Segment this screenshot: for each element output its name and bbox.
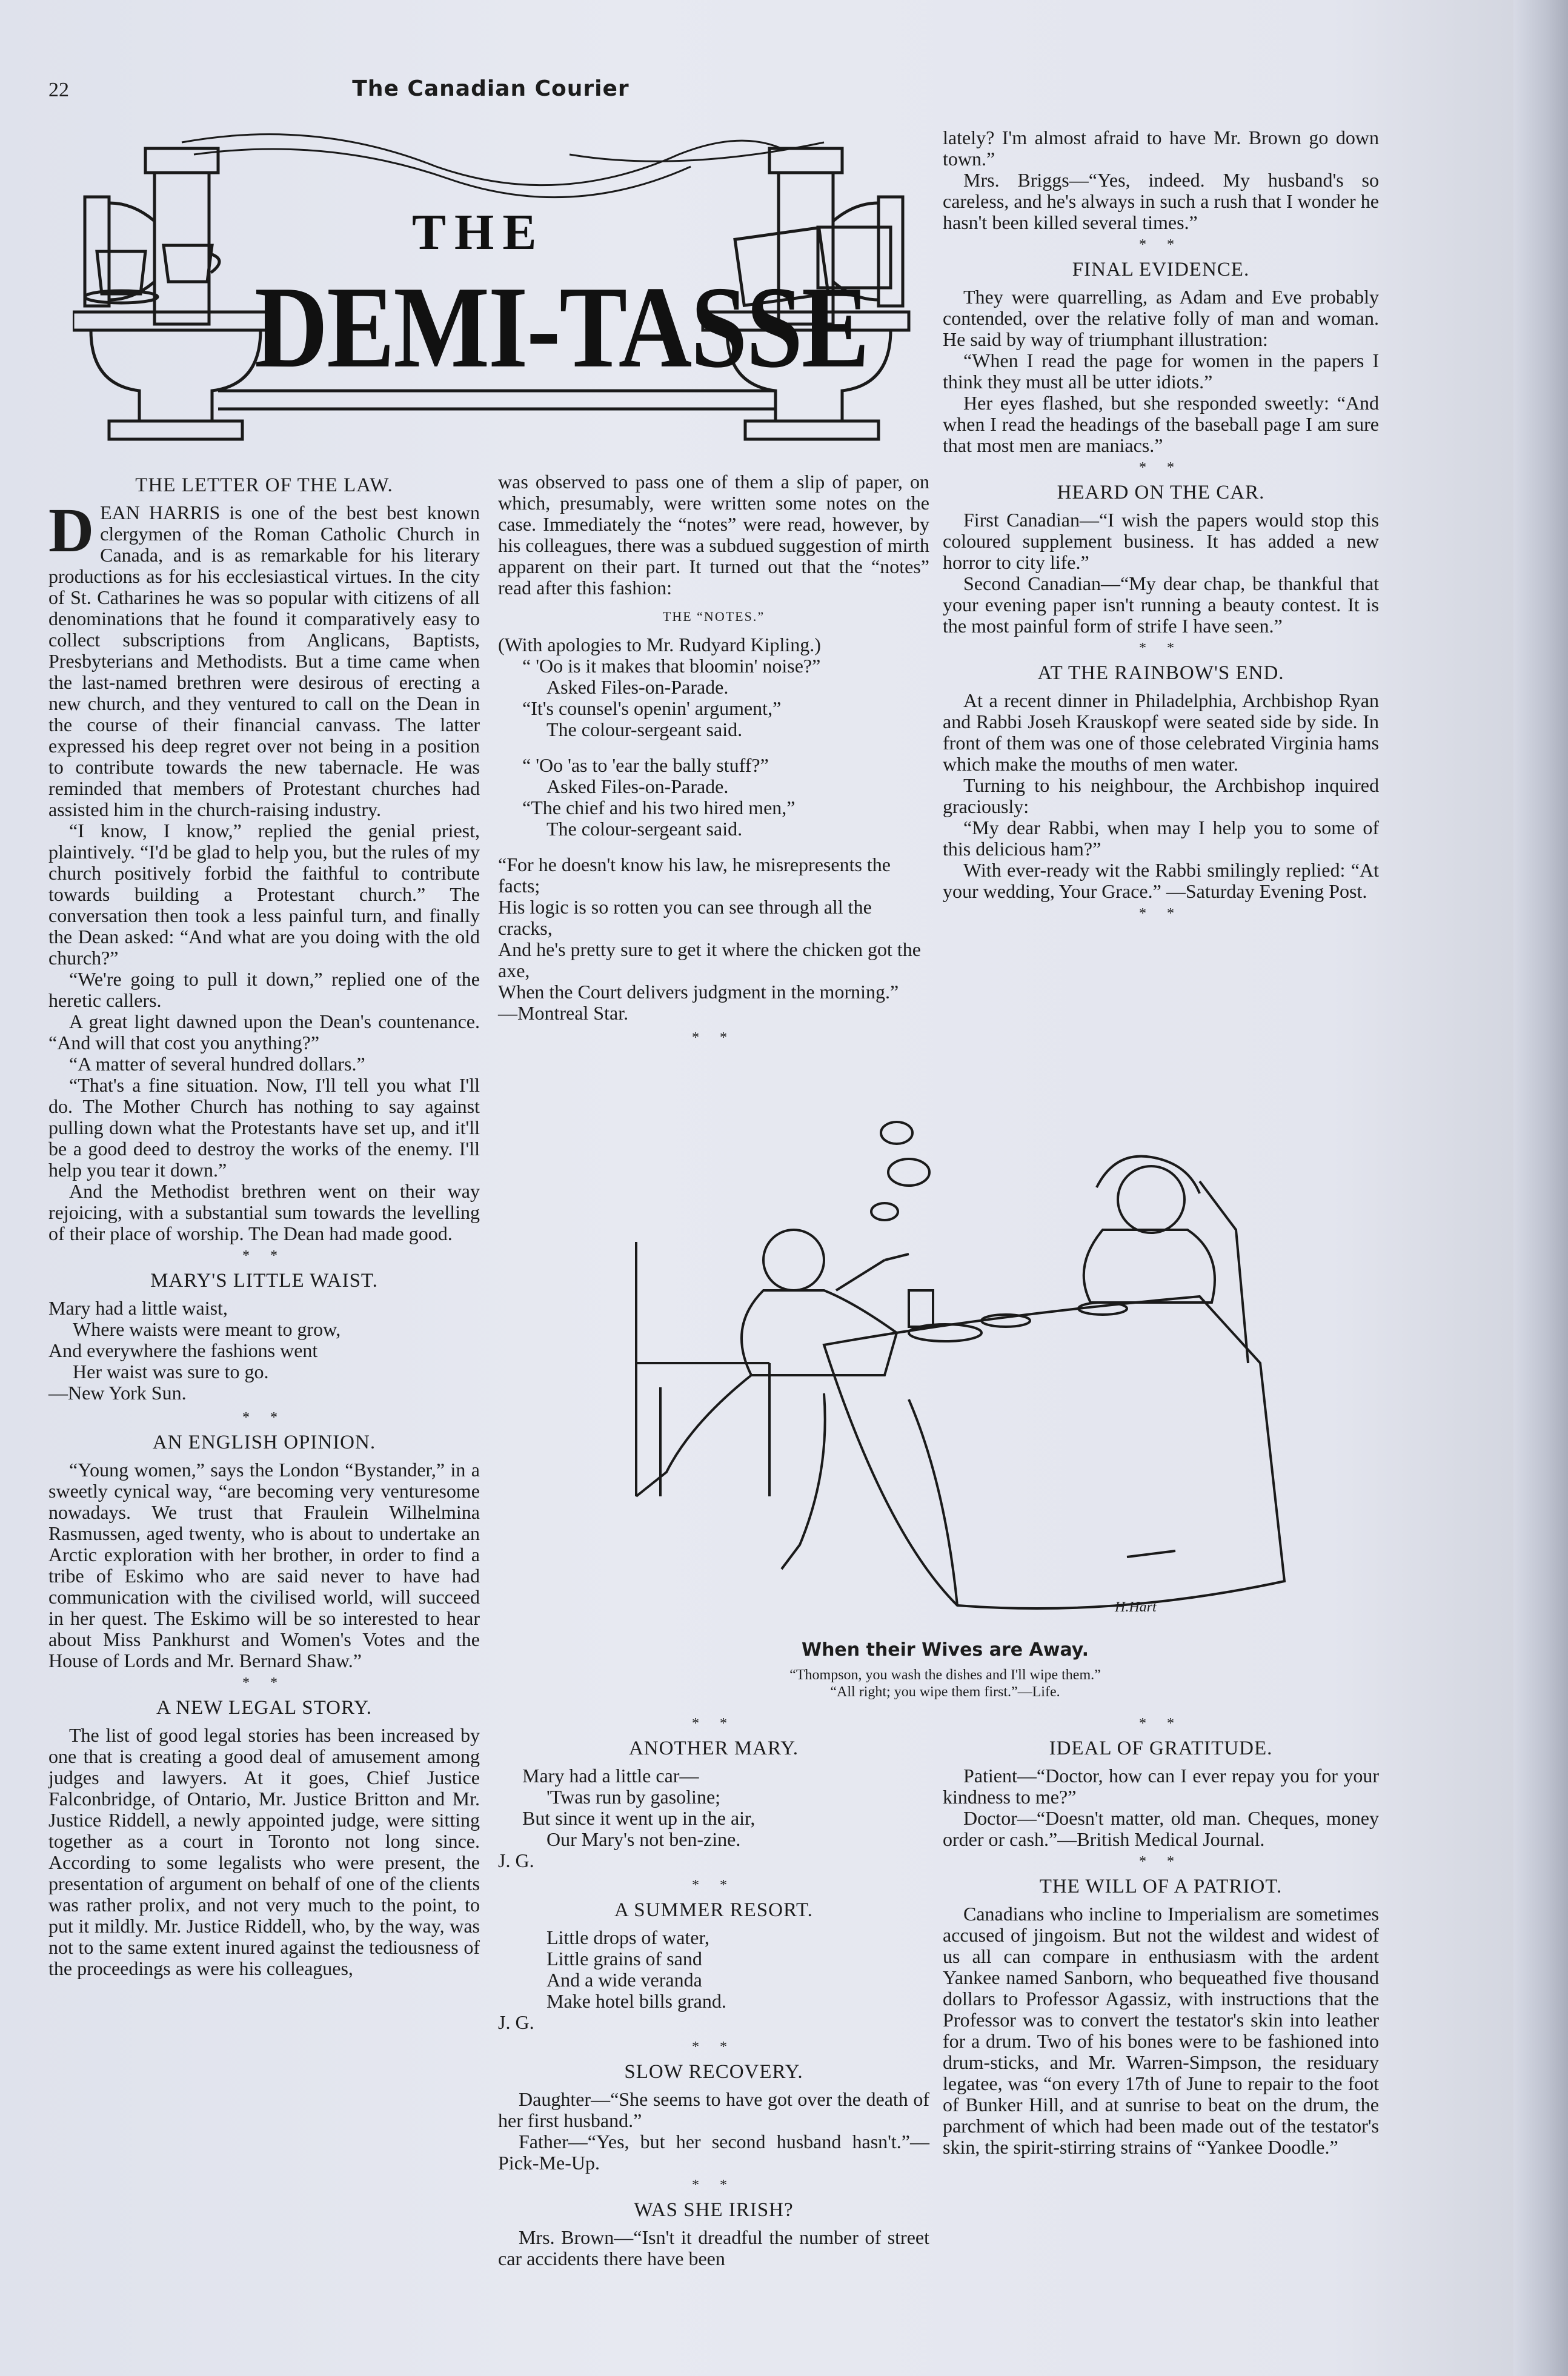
paragraph: Daughter—“She seems to have got over the death of her first husband.” <box>498 2088 929 2131</box>
poem-line: But since it went up in the air, <box>522 1807 756 1829</box>
page-spine-edge <box>1513 0 1568 2376</box>
paragraph: Second Canadian—“My dear chap, be thankful that your evening paper isn't running a beauty contest. It is the most painful form of strife I have seen.” <box>943 572 1379 637</box>
poem <box>498 1927 929 2033</box>
paragraph: With ever-ready wit the Rabbi smilingly replied: “At your wedding, Your Grace.” —Saturday Evening Post. <box>943 859 1379 902</box>
section-separator: * * <box>692 1716 736 1731</box>
paragraph: “I know, I know,” replied the genial priest, plaintively. “I'd be glad to help you, but the rules of my church positively forbid the faithful to contribute towards building a Protestant church.” The conversation then took a less painful turn, and finally the Dean asked: “And what are you doing with the old church?” <box>48 820 480 969</box>
poem-line: Where waists were meant to grow, <box>73 1318 341 1340</box>
poem-line: Little grains of sand <box>546 1948 702 1969</box>
cartoon-drawing <box>570 1109 1321 1630</box>
paragraph: “We're going to pull it down,” replied one of the heretic callers. <box>48 968 480 1011</box>
section-separator: * * <box>1139 640 1183 656</box>
paragraph: Turning to his neighbour, the Archbishop inquired graciously: <box>943 774 1379 817</box>
attribution: —Montreal Star. <box>498 1002 629 1024</box>
section-separator: * * <box>692 1877 736 1893</box>
heading-summer-resort: A SUMMER RESORT. <box>614 1899 813 1921</box>
heading-english-opinion: AN ENGLISH OPINION. <box>152 1432 376 1453</box>
cartoon-illustration <box>570 1109 1321 1630</box>
heading-will-of-a-patriot: THE WILL OF A PATRIOT. <box>1039 1876 1283 1897</box>
paragraph: “That's a fine situation. Now, I'll tell you what I'll do. The Mother Church has nothing to say against pulling down what the Protestants have set up, and it'll be a good deed to destroy the works of the enemy. I'll help you tear it down.” <box>48 1074 480 1181</box>
paragraph: They were quarrelling, as Adam and Eve probably contended, over the relative folly of man and woman. He said by way of triumphant illustration: <box>943 286 1379 350</box>
heading-at-the-rainbows-end: AT THE RAINBOW'S END. <box>1037 662 1284 684</box>
section-separator: * * <box>1139 1716 1183 1731</box>
paragraph: Doctor—“Doesn't matter, old man. Cheques, money order or cash.”—British Medical Journal. <box>943 1807 1379 1850</box>
poem-line: When the Court delivers judgment in the morning.” <box>498 981 899 1003</box>
paragraph: Father—“Yes, but her second husband hasn't.”—Pick-Me-Up. <box>498 2131 929 2174</box>
section-separator: * * <box>1139 1854 1183 1870</box>
paragraph: First Canadian—“I wish the papers would stop this coloured supplement business. It has added a new horror to city life.” <box>943 509 1379 573</box>
poem-line: Asked Files-on-Parade. <box>546 775 729 797</box>
poem-line: “ 'Oo 'as to 'ear the bally stuff?” <box>522 754 769 776</box>
attribution: J. G. <box>498 1850 534 1871</box>
paragraph: “My dear Rabbi, when may I help you to some of this delicious ham?” <box>943 817 1379 860</box>
poem-line: The colour-sergeant said. <box>546 818 743 840</box>
paragraph: And the Methodist brethren went on their way rejoicing, with a substantial sum towards the levelling of their place of worship. The Dean had made good. <box>48 1180 480 1244</box>
poem-line: “For he doesn't know his law, he misrepresents the facts; <box>498 854 891 897</box>
publication-title: The Canadian Courier <box>352 76 630 101</box>
paragraph: At a recent dinner in Philadelphia, Archbishop Ryan and Rabbi Joseh Krauskopf were seated side by side. In front of them was one of those celebrated Virginia hams which make the mouths of men water. <box>943 689 1379 775</box>
column-2-top <box>498 471 929 1052</box>
heading-new-legal-story: A NEW LEGAL STORY. <box>156 1697 372 1719</box>
masthead-the: THE <box>412 204 545 260</box>
heading-heard-on-the-car: HEARD ON THE CAR. <box>1057 482 1265 503</box>
poem-line: “It's counsel's openin' argument,” <box>522 697 782 719</box>
paragraph: A great light dawned upon the Dean's countenance. “And will that cost you anything?” <box>48 1010 480 1054</box>
column-3-top <box>943 127 1379 928</box>
heading-another-mary: ANOTHER MARY. <box>628 1737 799 1759</box>
cartoon-caption-title: When their Wives are Away. <box>801 1639 1089 1661</box>
drop-cap: D <box>48 496 95 565</box>
paragraph: “When I read the page for women in the papers I think they must all be utter idiots.” <box>943 350 1379 393</box>
demi-tasse-masthead <box>73 130 921 470</box>
paragraph: Mrs. Brown—“Isn't it dreadful the number of street car accidents there have been <box>498 2226 929 2269</box>
notes-label: THE “NOTES.” <box>662 609 765 624</box>
paragraph: Mrs. Briggs—“Yes, indeed. My husband's so careless, and he's always in such a rush that I wonder he hasn't been killed several times.” <box>943 169 1379 233</box>
heading-ideal-of-gratitude: IDEAL OF GRATITUDE. <box>1049 1737 1273 1759</box>
section-separator: * * <box>1139 237 1183 253</box>
poem-line: And he's pretty sure to get it where the chicken got the axe, <box>498 938 921 981</box>
poem-line: Asked Files-on-Parade. <box>546 676 729 698</box>
poem-line: Our Mary's not ben-zine. <box>546 1828 741 1850</box>
poem-line: 'Twas run by gasoline; <box>546 1786 721 1808</box>
paragraph: Her eyes flashed, but she responded sweetly: “And when I read the headings of the baseball page I am sure that most men are maniacs.” <box>943 392 1379 456</box>
poem-line: “The chief and his two hired men,” <box>522 797 796 818</box>
column-1 <box>48 471 480 1979</box>
attribution: J. G. <box>498 2011 534 2033</box>
heading-slow-recovery: SLOW RECOVERY. <box>624 2061 803 2083</box>
poem <box>48 1298 480 1404</box>
heading-final-evidence: FINAL EVIDENCE. <box>1072 259 1250 280</box>
paragraph: “A matter of several hundred dollars.” <box>69 1053 365 1075</box>
poem-line: And a wide veranda <box>546 1969 702 1991</box>
column-3-bottom <box>943 1712 1379 2158</box>
poem-the-notes <box>498 634 929 1024</box>
poem-line: Her waist was sure to go. <box>73 1361 269 1382</box>
section-separator: * * <box>242 1675 286 1691</box>
heading-was-she-irish: WAS SHE IRISH? <box>634 2199 794 2221</box>
paragraph: Canadians who incline to Imperialism are sometimes accused of jingoism. But not the wildest and widest of us all can compare in enthusiasm with the ardent Yankee named Sanborn, who bequeathed five thousand dollars to Professor Agassiz, with instructions that the Professor was to convert the testator's skin into leather for a drum. Two of his bones were to be fashioned into drum-sticks, and Mr. Warren-Simpson, the residuary legatee, was “on every 17th of June to repair to the foot of Bunker Hill, and at sunrise to beat on the drum, the parchment of which had been made out of the testator's skin, the spirit-stirring strains of “Yankee Doodle.” <box>943 1903 1379 2158</box>
paragraph: lately? I'm almost afraid to have Mr. Brown go down town.” <box>943 127 1379 170</box>
poem <box>498 1765 929 1871</box>
section-separator: * * <box>692 2039 736 2055</box>
page-number: 22 <box>48 79 69 101</box>
attribution: —New York Sun. <box>48 1382 187 1404</box>
paragraph: was observed to pass one of them a slip of paper, on which, presumably, were written some notes on the case. Immediately the “notes” were read, however, by his colleagues, there was a subdued suggestion of mirth apparent on their part. It turned out that the “notes” read after this fashion: <box>498 471 929 599</box>
heading-letter-of-the-law: THE LETTER OF THE LAW. <box>135 474 393 496</box>
poem-line: Mary had a little car— <box>522 1765 699 1787</box>
poem-line: The colour-sergeant said. <box>546 718 743 740</box>
section-separator: * * <box>692 1030 736 1046</box>
poem-line: And everywhere the fashions went <box>48 1339 318 1361</box>
poem-line: “ 'Oo is it makes that bloomin' noise?” <box>522 655 821 677</box>
section-separator: * * <box>692 2177 736 2193</box>
column-2-bottom <box>498 1712 929 2269</box>
poem-line: Make hotel bills grand. <box>546 1990 726 2012</box>
cartoon-caption-line: “All right; you wipe them first.”—Life. <box>830 1684 1060 1700</box>
masthead-demi-tasse: DEMI-TASSE <box>254 262 869 393</box>
cartoon-caption-line: “Thompson, you wash the dishes and I'll wipe them.” <box>789 1667 1101 1683</box>
artist-signature: H.Hart <box>1115 1599 1157 1615</box>
page-header <box>48 76 1503 115</box>
poem-line: (With apologies to Mr. Rudyard Kipling.) <box>498 634 821 655</box>
heading-marys-little-waist: MARY'S LITTLE WAIST. <box>150 1270 378 1292</box>
paragraph: “Young women,” says the London “Bystander,” in a sweetly cynical way, “are becoming very venturesome nowadays. We trust that Fraulein Wilhelmina Rasmussen, aged twenty, who is about to undertake an Arctic exploration with her brother, in order to find a tribe of Eskimo who are said never to have had communication with the civilised world, will succeed in her quest. The Eskimo will be so interested to hear about Miss Pankhurst and Women's Votes and the House of Lords and Mr. Bernard Shaw.” <box>48 1459 480 1671</box>
section-separator: * * <box>242 1410 286 1425</box>
section-separator: * * <box>242 1248 286 1264</box>
poem-line: His logic is so rotten you can see through all the cracks, <box>498 896 872 939</box>
paragraph: The list of good legal stories has been increased by one that is creating a good deal of amusement among judges and lawyers. At it goes, Chief Justice Falconbridge, of Ontario, Mr. Justice Britton and Mr. Justice Riddell, a newly appointed judge, were sitting together as a court in Toronto not long since. According to some legalists who were present, the presentation of argument on behalf of one of the clients was rather prolix, and not very much to the point, to put it mildly. Mr. Justice Riddell, who, by the way, was not to the same extent inured against the tediousness of the proceedings as were his colleagues, <box>48 1724 480 1979</box>
section-separator: * * <box>1139 460 1183 476</box>
section-separator: * * <box>1139 906 1183 921</box>
poem-line: Little drops of water, <box>546 1926 709 1948</box>
paragraph: Patient—“Doctor, how can I ever repay you for your kindness to me?” <box>943 1765 1379 1808</box>
poem-line: Mary had a little waist, <box>48 1297 228 1319</box>
paragraph: EAN HARRIS is one of the best best known clergymen of the Roman Catholic Church in Canada, and is as remarkable for his literary productions as for his ecclesiastical virtues. In the city of St. Catharines he was so popular with citizens of all denominations that he found it comparatively easy to collect subscriptions from Anglicans, Baptists, Presbyterians and Methodists. But a time came when the last-named brethren were desirous of erecting a new church, and they ventured to call on the Dean in the course of their financial canvass. The latter expressed his deep regret over not being in a position to contribute towards the new tabernacle. He was reminded that members of Protestant churches had assisted him in the church-raising industry. <box>48 502 480 820</box>
